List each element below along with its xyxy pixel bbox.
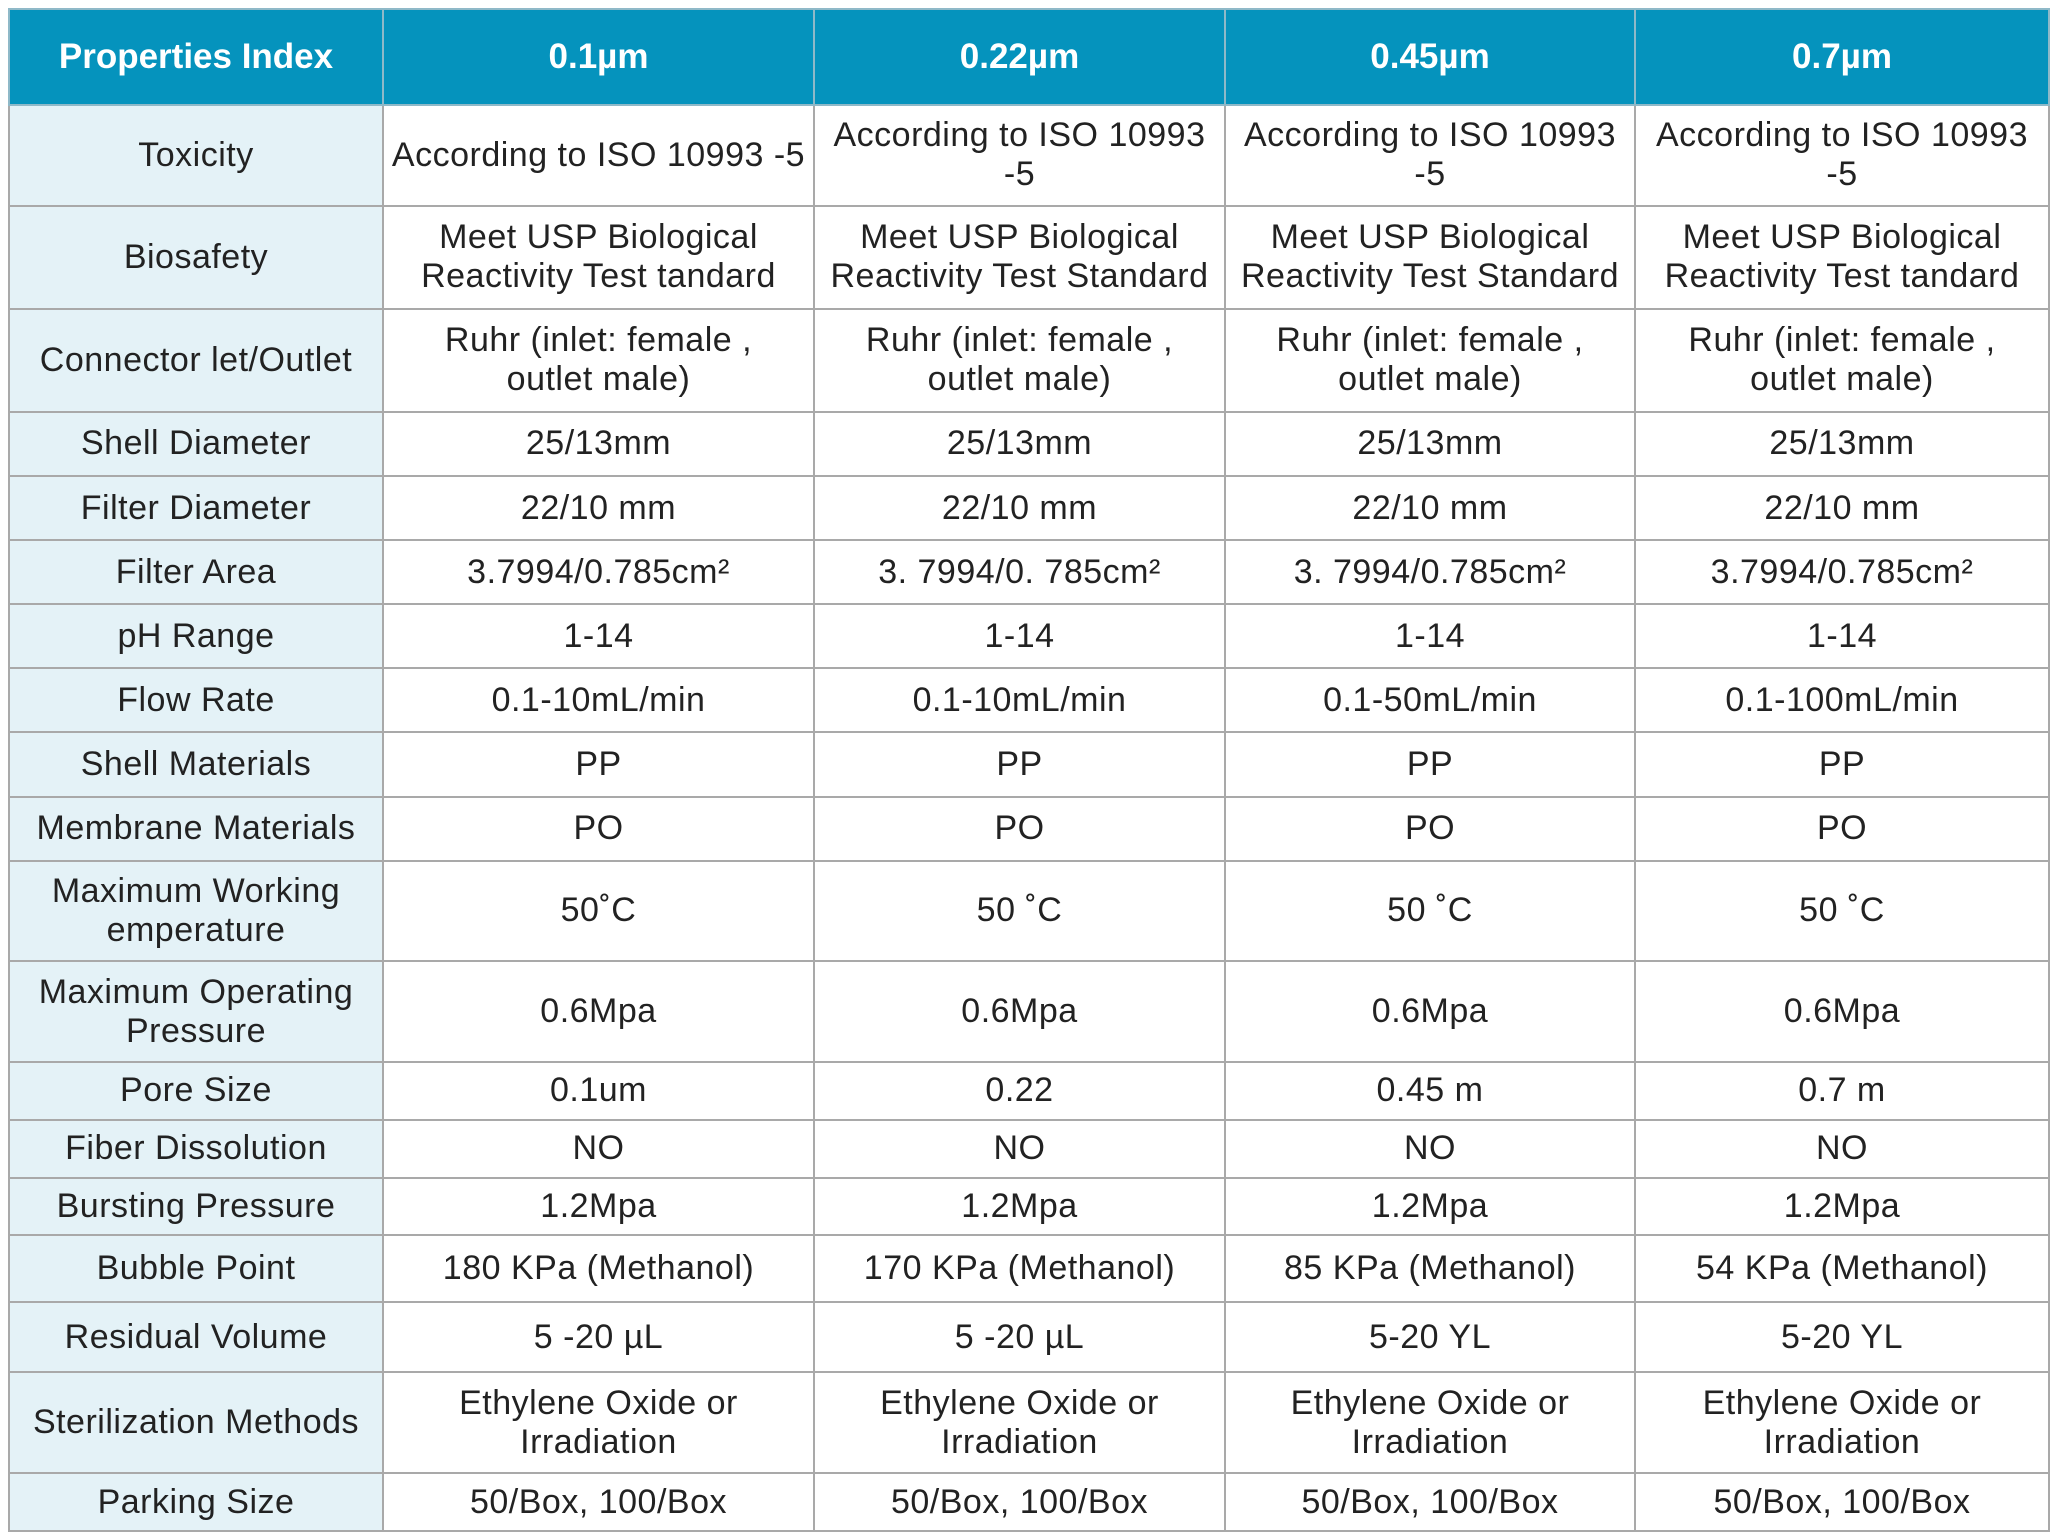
header-row [9, 9, 2049, 105]
row-label: Toxicity [9, 105, 383, 206]
table-row [9, 797, 2049, 861]
row-label: Bubble Point [9, 1235, 383, 1302]
row-value: 1-14 [1635, 604, 2049, 668]
row-value: 25/13mm [1635, 412, 2049, 476]
row-label: Shell Materials [9, 732, 383, 796]
row-value: 25/13mm [814, 412, 1225, 476]
table-row [9, 1178, 2049, 1236]
row-value: PP [1225, 732, 1635, 796]
row-value: 3. 7994/0. 785cm² [814, 540, 1225, 604]
row-value: 5-20 YL [1635, 1302, 2049, 1372]
row-value: PP [814, 732, 1225, 796]
table-row [9, 1235, 2049, 1302]
row-value: 1.2Mpa [814, 1178, 1225, 1236]
row-label: Biosafety [9, 206, 383, 309]
row-value: 1.2Mpa [383, 1178, 814, 1236]
table-row [9, 1372, 2049, 1473]
row-value: 3.7994/0.785cm² [1635, 540, 2049, 604]
row-value: According to ISO 10993 -5 [1225, 105, 1635, 206]
row-value: Meet USP Biological Reactivity Test Standard [1225, 206, 1635, 309]
row-value: Ruhr (inlet: female , outlet male) [1635, 309, 2049, 412]
row-value: 0.6Mpa [1225, 961, 1635, 1062]
row-value: 1.2Mpa [1225, 1178, 1635, 1236]
row-value: According to ISO 10993 -5 [383, 105, 814, 206]
row-label: Bursting Pressure [9, 1178, 383, 1236]
row-label: Pore Size [9, 1062, 383, 1120]
row-value: 0.7 m [1635, 1062, 2049, 1120]
row-value: 0.6Mpa [814, 961, 1225, 1062]
row-value: Ruhr (inlet: female , outlet male) [383, 309, 814, 412]
row-value: PO [1635, 797, 2049, 861]
row-value: 170 KPa (Methanol) [814, 1235, 1225, 1302]
row-value: PO [383, 797, 814, 861]
row-value: Meet USP Biological Reactivity Test Standard [814, 206, 1225, 309]
row-label: Shell Diameter [9, 412, 383, 476]
row-value: 5 -20 µL [383, 1302, 814, 1372]
row-value: 3. 7994/0.785cm² [1225, 540, 1635, 604]
row-value: 1-14 [814, 604, 1225, 668]
row-label: Sterilization Methods [9, 1372, 383, 1473]
row-value: NO [1635, 1120, 2049, 1178]
table-row [9, 861, 2049, 962]
row-value: PO [814, 797, 1225, 861]
table-row [9, 1473, 2049, 1531]
row-value: PP [383, 732, 814, 796]
row-value: 50˚C [383, 861, 814, 962]
table-row [9, 105, 2049, 206]
table-row [9, 1062, 2049, 1120]
row-value: Meet USP Biological Reactivity Test tandard [1635, 206, 2049, 309]
row-value: Meet USP Biological Reactivity Test tandard [383, 206, 814, 309]
row-label: Membrane Materials [9, 797, 383, 861]
table-row [9, 309, 2049, 412]
row-value: 50 ˚C [1635, 861, 2049, 962]
table-row [9, 476, 2049, 540]
row-value: 0.1-10mL/min [814, 668, 1225, 732]
row-value: 0.1-50mL/min [1225, 668, 1635, 732]
table-row [9, 732, 2049, 796]
row-value: 50/Box, 100/Box [383, 1473, 814, 1531]
row-value: NO [1225, 1120, 1635, 1178]
row-label: Connector let/Outlet [9, 309, 383, 412]
table-row [9, 1120, 2049, 1178]
table-row [9, 668, 2049, 732]
row-value: 0.1-10mL/min [383, 668, 814, 732]
table-body [9, 105, 2049, 1531]
row-value: 50/Box, 100/Box [1635, 1473, 2049, 1531]
row-value: NO [814, 1120, 1225, 1178]
row-value: 1.2Mpa [1635, 1178, 2049, 1236]
row-label: Maximum Operating Pressure [9, 961, 383, 1062]
row-value: PP [1635, 732, 2049, 796]
row-value: 25/13mm [1225, 412, 1635, 476]
row-value: Ruhr (inlet: female , outlet male) [814, 309, 1225, 412]
row-value: 0.22 [814, 1062, 1225, 1120]
row-value: 0.1um [383, 1062, 814, 1120]
row-value: 5 -20 µL [814, 1302, 1225, 1372]
row-label: Parking Size [9, 1473, 383, 1531]
row-value: 0.6Mpa [1635, 961, 2049, 1062]
row-label: Flow Rate [9, 668, 383, 732]
row-value: 50/Box, 100/Box [814, 1473, 1225, 1531]
row-value: 54 KPa (Methanol) [1635, 1235, 2049, 1302]
row-value: 50/Box, 100/Box [1225, 1473, 1635, 1531]
table-row [9, 1302, 2049, 1372]
row-value: 85 KPa (Methanol) [1225, 1235, 1635, 1302]
row-value: 0.6Mpa [383, 961, 814, 1062]
table-row [9, 604, 2049, 668]
row-value: 22/10 mm [814, 476, 1225, 540]
row-value: 0.1-100mL/min [1635, 668, 2049, 732]
row-value: Ruhr (inlet: female , outlet male) [1225, 309, 1635, 412]
row-value: Ethylene Oxide or Irradiation [814, 1372, 1225, 1473]
row-value: 5-20 YL [1225, 1302, 1635, 1372]
table-row [9, 412, 2049, 476]
row-value: Ethylene Oxide or Irradiation [383, 1372, 814, 1473]
row-value: According to ISO 10993 -5 [814, 105, 1225, 206]
row-label: Filter Diameter [9, 476, 383, 540]
header-0.22um: 0.22µm [814, 9, 1225, 105]
row-value: 22/10 mm [1225, 476, 1635, 540]
row-value: NO [383, 1120, 814, 1178]
row-label: Fiber Dissolution [9, 1120, 383, 1178]
row-value: According to ISO 10993 -5 [1635, 105, 2049, 206]
header-0.1um: 0.1µm [383, 9, 814, 105]
row-value: PO [1225, 797, 1635, 861]
properties-table [8, 8, 2050, 1532]
table-row [9, 961, 2049, 1062]
row-label: Residual Volume [9, 1302, 383, 1372]
table-row [9, 206, 2049, 309]
row-value: 22/10 mm [1635, 476, 2049, 540]
row-label: pH Range [9, 604, 383, 668]
row-label: Filter Area [9, 540, 383, 604]
row-value: 22/10 mm [383, 476, 814, 540]
row-value: 50 ˚C [1225, 861, 1635, 962]
table-row [9, 540, 2049, 604]
header-properties-index: Properties Index [9, 9, 383, 105]
row-value: 25/13mm [383, 412, 814, 476]
row-value: 180 KPa (Methanol) [383, 1235, 814, 1302]
row-value: Ethylene Oxide or Irradiation [1225, 1372, 1635, 1473]
row-value: 1-14 [1225, 604, 1635, 668]
row-value: 50 ˚C [814, 861, 1225, 962]
row-value: 0.45 m [1225, 1062, 1635, 1120]
header-0.7um: 0.7µm [1635, 9, 2049, 105]
row-value: 1-14 [383, 604, 814, 668]
row-label: Maximum Working emperature [9, 861, 383, 962]
row-value: Ethylene Oxide or Irradiation [1635, 1372, 2049, 1473]
header-0.45um: 0.45µm [1225, 9, 1635, 105]
row-value: 3.7994/0.785cm² [383, 540, 814, 604]
